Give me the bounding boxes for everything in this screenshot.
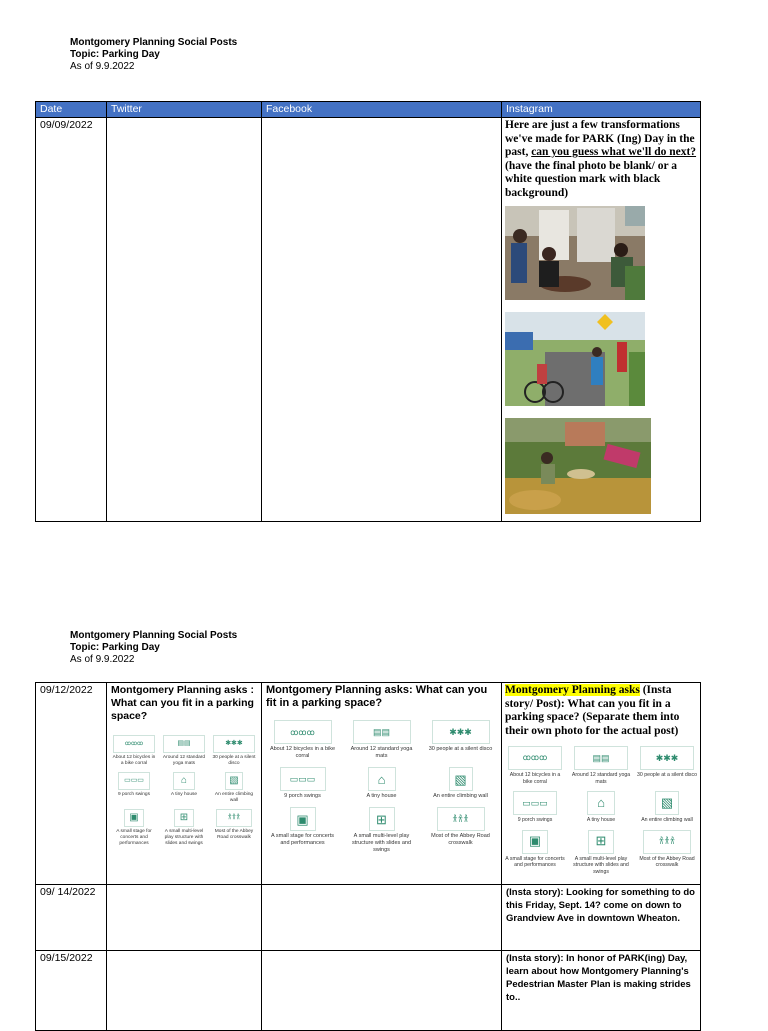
porch-swing-icon: ▭▭▭: [513, 791, 557, 815]
doc-header-1: [70, 37, 237, 73]
graphic-item-label: About 12 bicycles in a bike corral: [112, 755, 156, 766]
yoga-mats-icon: ▤▤: [163, 735, 205, 753]
bike-corral-icon: ꝏꝏꝏ: [113, 735, 155, 753]
yoga-mats-icon: ▤▤: [574, 746, 628, 770]
graphic-item: [424, 767, 497, 800]
twitter-cell: [107, 885, 262, 951]
graphic-item: [637, 830, 697, 876]
caption-text: Here are just a few transformations we've made for PARK (Ing) Day in the past,: [505, 119, 695, 158]
doc-topic: Topic: Parking Day: [70, 642, 160, 653]
tiny-house-icon: ⌂: [173, 772, 195, 790]
tiny-house-icon: ⌂: [587, 791, 615, 815]
instagram-post-text: [505, 684, 697, 738]
graphic-item: [505, 746, 565, 785]
graphic-item: [266, 720, 339, 760]
instagram-story-text: (Insta story): Looking for something to do this Friday, Sept. 14? come on down to Grandview Ave in downtown Wheaton.: [506, 887, 695, 924]
stage-icon: ▣: [124, 809, 144, 827]
table-row: [36, 951, 701, 1031]
graphic-item-label: A tiny house: [366, 793, 397, 799]
graphic-item: [345, 807, 418, 854]
table-row: [36, 118, 701, 522]
tiny-house-icon: ⌂: [368, 767, 396, 791]
twitter-cell: [107, 951, 262, 1031]
caption-note: (have the final photo be blank/ or a white question mark with black background): [505, 159, 677, 199]
play-structure-icon: ⊞: [174, 809, 194, 827]
instagram-note: (Insta story/ Post): What can you fit in a parking space? (Separate them into their own photo for the actual post): [505, 684, 680, 737]
graphic-item-label: Around 12 standard yoga mats: [571, 772, 631, 785]
graphic-item-label: A small multi-level play structure with slides and swings: [352, 833, 411, 853]
graphic-item: [266, 807, 339, 854]
table-row: [36, 885, 701, 951]
graphic-item-label: A small stage for concerts and performances: [116, 829, 152, 846]
graphic-item-label: 9 porch swings: [284, 793, 321, 799]
facebook-cell: [262, 885, 502, 951]
graphic-item-label: An entire climbing wall: [214, 792, 254, 803]
graphic-item: [505, 830, 565, 876]
graphic-item-label: About 12 bicycles in a bike corral: [509, 772, 561, 785]
graphic-item-label: 9 porch swings: [118, 792, 150, 797]
graphic-item-label: 30 people at a silent disco: [637, 772, 697, 778]
social-posts-table-2: [35, 682, 701, 1031]
facebook-cell: [262, 951, 502, 1031]
graphic-item: [424, 807, 497, 854]
graphic-item-label: A tiny house: [170, 792, 198, 797]
graphic-item-label: 30 people at a silent disco: [428, 746, 493, 752]
instagram-cell: [502, 118, 701, 522]
highlighted-text: Montgomery Planning asks: [505, 684, 640, 696]
facebook-post-text: Montgomery Planning asks: What can you fit in a parking space?: [266, 684, 488, 709]
crosswalk-walkers-icon: 𐀪𐀪𐀪: [643, 830, 691, 854]
graphic-item: [571, 791, 631, 824]
col-header-facebook: Facebook: [262, 102, 502, 118]
instagram-story-text: (Insta story): In honor of PARK(ing) Day, learn about how Montgomery Planning's Pedestrian Master Plan is making strides to..: [506, 953, 691, 1003]
twitter-post-text: Montgomery Planning asks : What can you fit in a parking space?: [111, 684, 254, 722]
climbing-wall-icon: ▧: [449, 767, 473, 791]
parking-day-photo-3: [505, 418, 651, 514]
caption-question: can you guess what we'll do next?: [531, 146, 697, 158]
graphic-item: [111, 735, 157, 767]
instagram-cell: [502, 951, 701, 1031]
graphic-item: [637, 746, 697, 785]
parking-space-graphic: [266, 720, 497, 854]
bike-corral-icon: ꝏꝏꝏ: [508, 746, 562, 770]
graphic-item-label: Most of the Abbey Road crosswalk: [214, 829, 254, 840]
social-posts-table-1: [35, 101, 701, 522]
climbing-wall-icon: ▧: [225, 772, 243, 790]
play-structure-icon: ⊞: [588, 830, 614, 854]
graphic-item: [571, 746, 631, 785]
doc-header-2: [70, 630, 237, 666]
facebook-cell: [262, 683, 502, 885]
graphic-item-label: Around 12 standard yoga mats: [350, 746, 413, 759]
porch-swing-icon: ▭▭▭: [118, 772, 150, 790]
col-header-instagram: Instagram: [502, 102, 701, 118]
silent-disco-icon: ✱✱✱: [432, 720, 490, 744]
instagram-caption: [505, 119, 697, 200]
doc-topic: Topic: Parking Day: [70, 49, 160, 60]
col-header-twitter: Twitter: [107, 102, 262, 118]
crosswalk-walkers-icon: 𐀪𐀪𐀪: [216, 809, 252, 827]
parking-space-graphic: [505, 746, 697, 875]
facebook-cell: [262, 118, 502, 522]
doc-title: Montgomery Planning Social Posts: [70, 37, 238, 48]
graphic-item: [161, 735, 207, 767]
table-row: [36, 683, 701, 885]
graphic-item: [266, 767, 339, 800]
parking-day-photo-2: [505, 312, 645, 406]
graphic-item-label: A small stage for concerts and performances: [505, 855, 565, 868]
graphic-item: [111, 772, 157, 804]
post-date: 09/12/2022: [36, 683, 107, 885]
post-date: 09/09/2022: [36, 118, 107, 522]
graphic-item: [637, 791, 697, 824]
climbing-wall-icon: ▧: [655, 791, 679, 815]
instagram-cell: [502, 885, 701, 951]
yoga-mats-icon: ▤▤: [353, 720, 411, 744]
graphic-item: [111, 809, 157, 847]
graphic-item-label: An entire climbing wall: [641, 817, 693, 823]
graphic-item: [345, 767, 418, 800]
porch-swing-icon: ▭▭▭: [280, 767, 326, 791]
graphic-item-label: About 12 bicycles in a bike corral: [269, 746, 336, 759]
twitter-cell: [107, 683, 262, 885]
graphic-item-label: A small multi-level play structure with slides and swings: [573, 855, 629, 875]
stage-icon: ▣: [522, 830, 548, 854]
graphic-item: [161, 809, 207, 847]
graphic-item: [424, 720, 497, 760]
graphic-item-label: 30 people at a silent disco: [212, 755, 256, 766]
doc-date: As of 9.9.2022: [70, 654, 135, 665]
doc-title: Montgomery Planning Social Posts: [70, 630, 238, 641]
silent-disco-icon: ✱✱✱: [640, 746, 694, 770]
graphic-item: [505, 791, 565, 824]
graphic-item-label: Most of the Abbey Road crosswalk: [431, 833, 490, 846]
graphic-item: [211, 735, 257, 767]
graphic-item-label: A small multi-level play structure with slides and swings: [164, 829, 204, 846]
twitter-cell: [107, 118, 262, 522]
graphic-item-label: Most of the Abbey Road crosswalk: [639, 855, 695, 868]
instagram-cell: [502, 683, 701, 885]
graphic-item-label: A small stage for concerts and performances: [271, 833, 334, 846]
play-structure-icon: ⊞: [369, 807, 395, 831]
table-header-row: [36, 102, 701, 118]
crosswalk-walkers-icon: 𐀪𐀪𐀪: [437, 807, 485, 831]
bike-corral-icon: ꝏꝏꝏ: [274, 720, 332, 744]
parking-space-graphic: [111, 735, 257, 847]
post-date: 09/ 14/2022: [36, 885, 107, 951]
graphic-item: [161, 772, 207, 804]
graphic-item-label: 9 porch swings: [517, 817, 553, 823]
graphic-item: [211, 772, 257, 804]
graphic-item-label: A tiny house: [586, 817, 616, 823]
post-date: 09/15/2022: [36, 951, 107, 1031]
graphic-item-label: Around 12 standard yoga mats: [162, 755, 206, 766]
graphic-item: [345, 720, 418, 760]
graphic-item: [571, 830, 631, 876]
stage-icon: ▣: [290, 807, 316, 831]
parking-day-photo-1: [505, 206, 645, 300]
col-header-date: Date: [36, 102, 107, 118]
doc-date: As of 9.9.2022: [70, 61, 135, 72]
graphic-item: [211, 809, 257, 847]
graphic-item-label: An entire climbing wall: [433, 793, 488, 799]
silent-disco-icon: ✱✱✱: [213, 735, 255, 753]
